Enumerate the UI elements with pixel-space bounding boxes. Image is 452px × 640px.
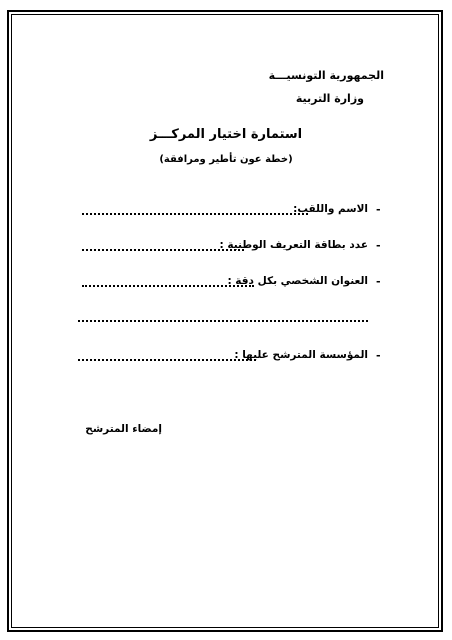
form-subtitle: (خطة عون تأطير ومرافقة) (159, 154, 293, 165)
name-field-label: الاسم واللقب: (293, 203, 368, 215)
address-field-line-2[interactable] (78, 320, 368, 322)
id-card-field-label: عدد بطاقة التعريف الوطنية : (219, 239, 368, 251)
bullet-marker: - (376, 239, 381, 252)
bullet-marker: - (376, 275, 381, 288)
institution-field-line[interactable] (78, 359, 256, 361)
bullet-marker: - (376, 203, 381, 216)
ministry-header: وزارة التربية (295, 92, 364, 105)
republic-header: الجمهورية التونسيـــة (268, 69, 384, 82)
id-card-field-line[interactable] (82, 249, 244, 251)
institution-field-label: المؤسسة المترشح عليها : (234, 349, 368, 361)
address-field-label: العنوان الشخصي بكل دقة : (227, 275, 368, 287)
form-title: استمارة اختيار المركـــز (149, 127, 303, 142)
bullet-marker: - (376, 349, 381, 362)
signature-label: إمضاء المترشح (85, 423, 162, 435)
name-field-line[interactable] (82, 213, 308, 215)
address-field-line[interactable] (82, 285, 254, 287)
